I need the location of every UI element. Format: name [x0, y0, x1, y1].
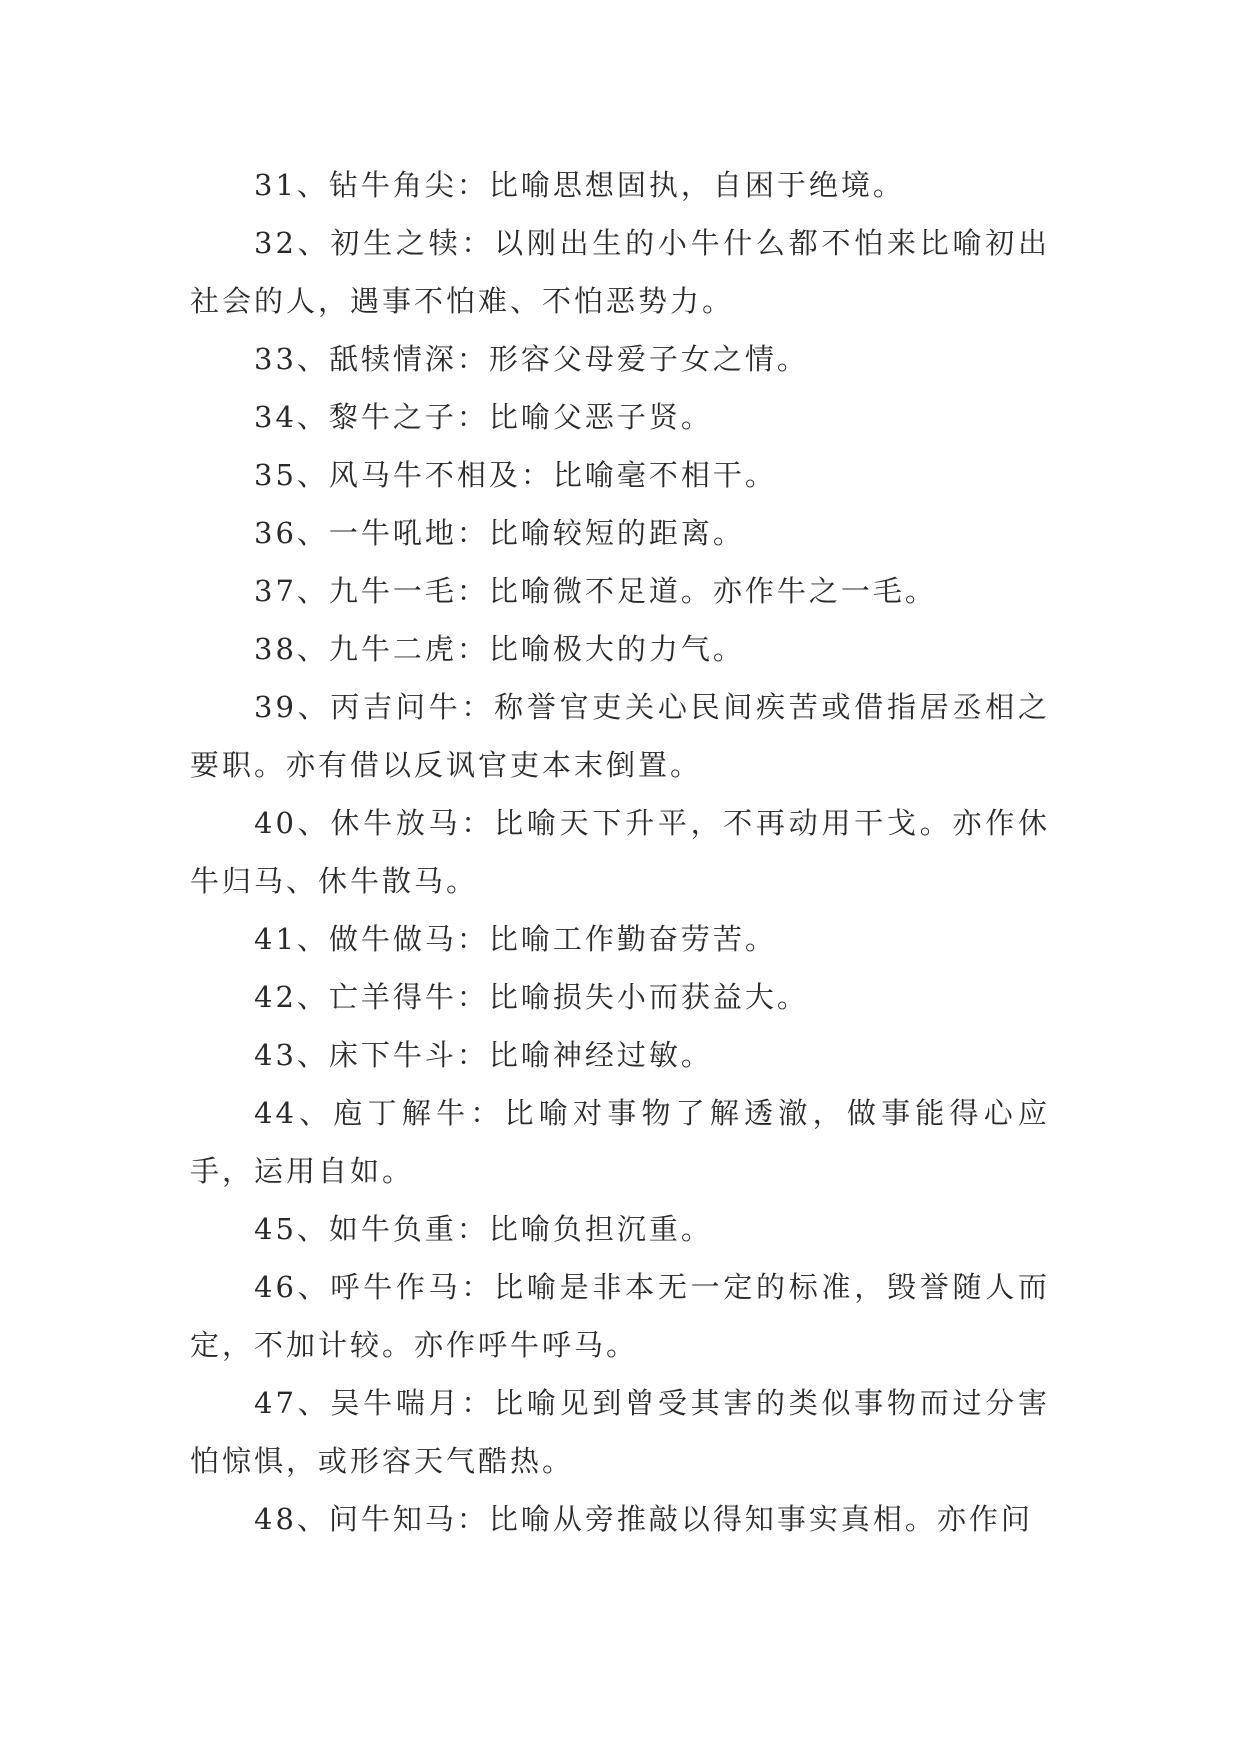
paragraph-41: 41、做牛做马：比喻工作勤奋劳苦。 [254, 922, 777, 956]
paragraph-42: 42、亡羊得牛：比喻损失小而获益大。 [254, 980, 809, 1014]
paragraph-43: 43、床下牛斗：比喻神经过敏。 [254, 1038, 713, 1072]
paragraph-35: 35、风马牛不相及：比喻毫不相干。 [254, 458, 777, 492]
paragraph-33: 33、舐犊情深：形容父母爱子女之情。 [254, 342, 809, 376]
paragraph-45: 45、如牛负重：比喻负担沉重。 [254, 1212, 713, 1246]
document-body [190, 156, 1050, 1548]
paragraph-44: 44、庖丁解牛：比喻对事物了解透澈，做事能得心应手，运用自如。 [190, 1096, 1050, 1188]
paragraph-39: 39、丙吉问牛：称誉官吏关心民间疾苦或借指居丞相之要职。亦有借以反讽官吏本末倒置。 [190, 690, 1050, 782]
paragraph-34: 34、黎牛之子：比喻父恶子贤。 [254, 400, 713, 434]
paragraph-38: 38、九牛二虎：比喻极大的力气。 [254, 632, 745, 666]
paragraph-48: 48、问牛知马：比喻从旁推敲以得知事实真相。亦作问 [254, 1502, 1033, 1536]
paragraph-32: 32、初生之犊：以刚出生的小牛什么都不怕来比喻初出社会的人，遇事不怕难、不怕恶势力。 [190, 226, 1050, 318]
paragraph-37: 37、九牛一毛：比喻微不足道。亦作牛之一毛。 [254, 574, 937, 608]
paragraph-47: 47、吴牛喘月：比喻见到曾受其害的类似事物而过分害怕惊惧，或形容天气酷热。 [190, 1386, 1050, 1478]
paragraph-31: 31、钻牛角尖：比喻思想固执，自困于绝境。 [254, 168, 905, 202]
paragraph-46: 46、呼牛作马：比喻是非本无一定的标准，毁誉随人而定，不加计较。亦作呼牛呼马。 [190, 1270, 1050, 1362]
paragraph-36: 36、一牛吼地：比喻较短的距离。 [254, 516, 745, 550]
paragraph-40: 40、休牛放马：比喻天下升平，不再动用干戈。亦作休牛归马、休牛散马。 [190, 806, 1050, 898]
